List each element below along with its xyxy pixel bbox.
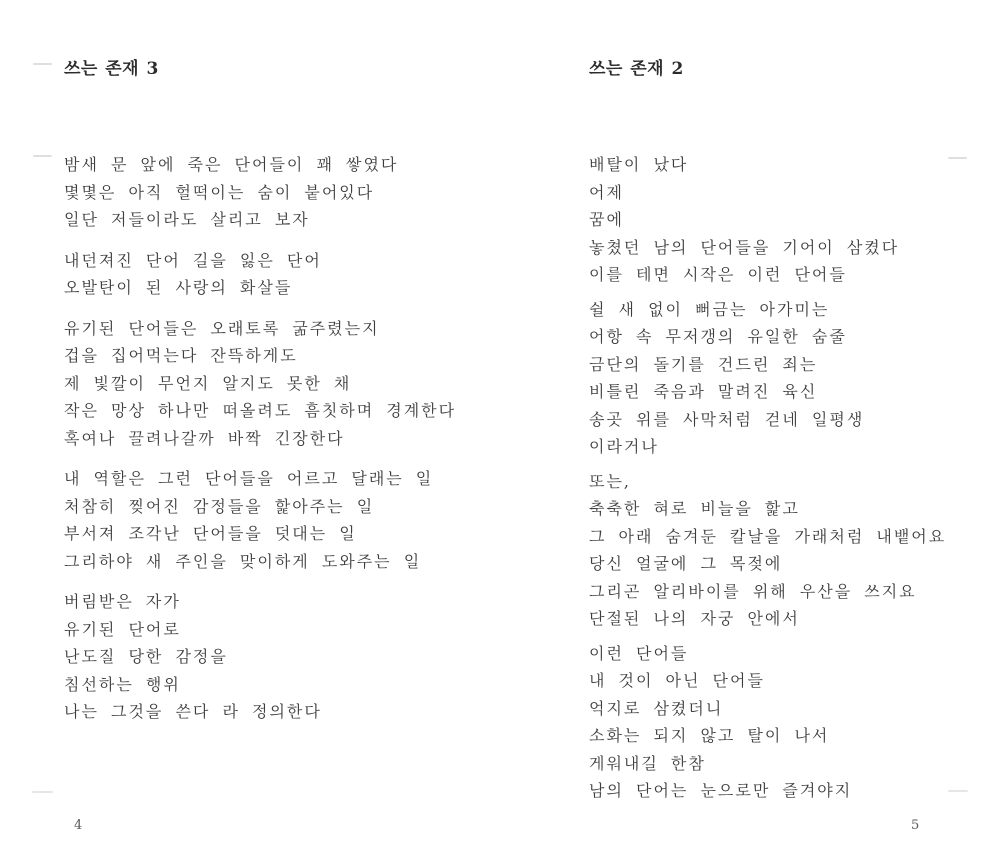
poem-line: 유기된 단어로 — [64, 619, 181, 639]
poem-line: 유기된 단어들은 오래토록 굶주렸는지 — [64, 318, 380, 338]
poem-line: 침선하는 행위 — [64, 674, 181, 694]
poem-line: 겁을 집어먹는다 잔뜩하게도 — [64, 346, 298, 365]
poem-line: 이런 단어들 — [589, 643, 689, 663]
poem-line: 비틀린 죽음과 말려진 육신 — [589, 382, 818, 401]
poem-line: 제 빛깔이 무언지 알지도 못한 채 — [64, 373, 352, 393]
left-poem-body — [64, 151, 456, 739]
poem-line: 내던져진 단어 길을 잃은 단어 — [64, 250, 322, 270]
right-poem-title: 쓰는 존재 2 — [589, 59, 684, 79]
poem-line: 일단 저들이라도 살리고 보자 — [64, 210, 310, 229]
poem-line: 밤새 문 앞에 죽은 단어들이 꽤 쌓였다 — [64, 155, 399, 174]
poem-line: 쉴 새 없이 뻐금는 아가미는 — [589, 299, 830, 319]
poem-line: 송곳 위를 사막처럼 걷네 일평생 — [589, 409, 865, 429]
poem-line: 오발탄이 된 사랑의 화살들 — [64, 278, 293, 297]
poem-line: 놓쳤던 남의 단어들을 기어이 삼켰다 — [589, 237, 900, 257]
poem-line: 부서져 조각난 단어들을 덧대는 일 — [64, 524, 357, 543]
poem-line: 혹여나 끌려나갈까 바짝 긴장한다 — [64, 428, 345, 448]
poem-line: 몇몇은 아직 헐떡이는 숨이 붙어있다 — [64, 182, 375, 202]
stanza — [589, 151, 946, 289]
edge-mark — [32, 791, 53, 793]
edge-mark — [948, 790, 968, 792]
poem-line: 이라거나 — [589, 437, 659, 456]
poem-line: 나는 그것을 쓴다 라 정의한다 — [64, 702, 322, 721]
poem-line: 소화는 되지 않고 탈이 나서 — [589, 726, 830, 745]
poem-line: 그 아래 숨겨둔 칼날을 가래처럼 내뱉어요 — [589, 526, 947, 546]
poem-line: 내 것이 아닌 단어들 — [589, 671, 765, 690]
poem-line: 어항 속 무저갱의 유일한 숨줄 — [589, 327, 847, 346]
poem-line: 버림받은 자가 — [64, 592, 181, 611]
edge-mark — [33, 63, 52, 65]
poem-line: 그리곤 알리바이를 위해 우산을 쓰지요 — [589, 581, 917, 601]
poem-line: 또는, — [589, 471, 631, 491]
poem-line: 처참히 찢어진 감정들을 핥아주는 일 — [64, 496, 375, 516]
edge-mark — [948, 157, 967, 159]
poem-line: 어제 — [589, 182, 624, 202]
stanza — [64, 151, 456, 234]
stanza — [589, 296, 946, 461]
stanza — [64, 465, 456, 575]
poem-line: 게워내길 한참 — [589, 753, 706, 773]
poem-line: 난도질 당한 감정을 — [64, 647, 228, 666]
poem-line: 금단의 돌기를 건드린 죄는 — [589, 354, 818, 374]
poem-line: 당신 얼굴에 그 목젖에 — [589, 554, 783, 573]
poem-line: 억지로 삼켰더니 — [589, 698, 724, 718]
poem-line: 이를 테면 시작은 이런 단어들 — [589, 265, 847, 284]
stanza — [64, 315, 456, 453]
poem-line: 그리하야 새 주인을 맞이하게 도와주는 일 — [64, 551, 422, 571]
right-poem-body — [589, 151, 946, 812]
stanza — [64, 247, 456, 302]
right-page-number: 5 — [911, 818, 920, 833]
left-poem-title: 쓰는 존재 3 — [64, 59, 159, 79]
edge-mark — [33, 155, 52, 157]
poem-line: 남의 단어는 눈으로만 즐겨야지 — [589, 781, 853, 800]
poem-line: 배탈이 났다 — [589, 155, 689, 174]
stanza — [64, 588, 456, 726]
poem-line: 내 역할은 그런 단어들을 어르고 달래는 일 — [64, 469, 434, 488]
poem-line: 꿈에 — [589, 210, 624, 229]
poem-line: 축축한 혀로 비늘을 핥고 — [589, 499, 800, 518]
stanza — [589, 640, 946, 805]
stanza — [589, 468, 946, 633]
left-page-number: 4 — [74, 818, 83, 833]
poem-line: 단절된 나의 자궁 안에서 — [589, 609, 800, 628]
poem-line: 작은 망상 하나만 떠올려도 흠칫하며 경계한다 — [64, 401, 457, 420]
